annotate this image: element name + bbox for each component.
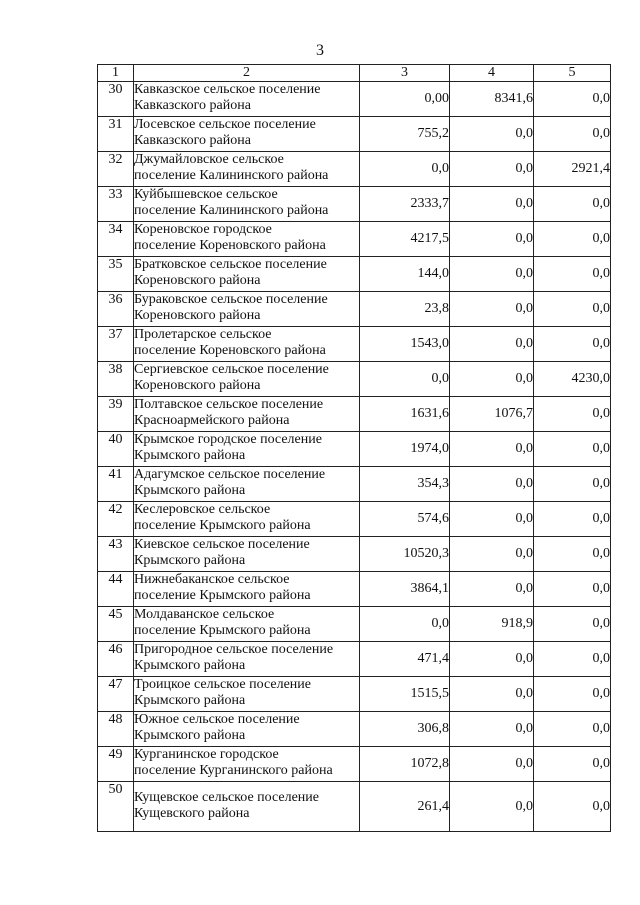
row-number: 36 xyxy=(98,292,134,327)
value-column-4: 0,0 xyxy=(450,117,534,152)
settlement-name xyxy=(134,467,360,502)
settlement-name-line-2: Крымского района xyxy=(134,693,246,708)
value-column-5: 0,0 xyxy=(534,432,611,467)
settlement-name-line-1: Сергиевское сельское поселение xyxy=(134,362,329,377)
settlement-name-line-1: Пригородное сельское поселение xyxy=(134,642,334,657)
settlement-name-line-2: Кореновского района xyxy=(134,308,261,323)
value-column-3: 3864,1 xyxy=(360,572,450,607)
value-column-4: 0,0 xyxy=(450,362,534,397)
settlement-name xyxy=(134,362,360,397)
value-column-4: 0,0 xyxy=(450,712,534,747)
value-column-5: 0,0 xyxy=(534,712,611,747)
row-number: 44 xyxy=(98,572,134,607)
page-number: 3 xyxy=(316,42,324,59)
value-column-5: 0,0 xyxy=(534,82,611,117)
settlement-name-line-1: Пролетарское сельское xyxy=(134,327,272,342)
table-row xyxy=(98,677,611,712)
value-column-4: 0,0 xyxy=(450,222,534,257)
settlement-name-line-2: поселение Крымского района xyxy=(134,518,311,533)
row-number: 37 xyxy=(98,327,134,362)
value-column-5: 0,0 xyxy=(534,537,611,572)
settlement-name-line-1: Полтавское сельское поселение xyxy=(134,397,324,412)
value-column-5: 0,0 xyxy=(534,502,611,537)
table-row xyxy=(98,292,611,327)
settlement-name-line-2: Кореновского района xyxy=(134,273,261,288)
value-column-5: 4230,0 xyxy=(534,362,611,397)
table-row xyxy=(98,187,611,222)
value-column-4: 0,0 xyxy=(450,642,534,677)
value-column-5: 0,0 xyxy=(534,327,611,362)
settlement-name-line-2: Крымского района xyxy=(134,483,246,498)
settlement-name-line-1: Молдаванское сельское xyxy=(134,607,275,622)
value-column-3: 1974,0 xyxy=(360,432,450,467)
settlement-name xyxy=(134,152,360,187)
settlement-name-line-1: Южное сельское поселение xyxy=(134,712,300,727)
value-column-5: 0,0 xyxy=(534,467,611,502)
table-row xyxy=(98,782,611,832)
value-column-3: 1072,8 xyxy=(360,747,450,782)
settlement-name xyxy=(134,537,360,572)
value-column-3: 471,4 xyxy=(360,642,450,677)
table-header-row xyxy=(98,65,611,82)
settlement-name xyxy=(134,747,360,782)
column-header-3: 3 xyxy=(360,65,450,82)
value-column-4: 0,0 xyxy=(450,677,534,712)
row-number: 47 xyxy=(98,677,134,712)
row-number: 49 xyxy=(98,747,134,782)
settlement-name-line-2: Кущевского района xyxy=(134,806,250,821)
settlement-name-line-1: Кореновское городское xyxy=(134,222,272,237)
value-column-4: 0,0 xyxy=(450,747,534,782)
row-number: 34 xyxy=(98,222,134,257)
value-column-3: 23,8 xyxy=(360,292,450,327)
row-number: 30 xyxy=(98,82,134,117)
value-column-5: 2921,4 xyxy=(534,152,611,187)
value-column-3: 0,00 xyxy=(360,82,450,117)
settlement-name xyxy=(134,642,360,677)
value-column-5: 0,0 xyxy=(534,397,611,432)
row-number: 48 xyxy=(98,712,134,747)
value-column-4: 0,0 xyxy=(450,187,534,222)
table-row xyxy=(98,222,611,257)
table-row xyxy=(98,432,611,467)
settlement-name-line-2: Крымского района xyxy=(134,658,246,673)
value-column-4: 8341,6 xyxy=(450,82,534,117)
value-column-4: 918,9 xyxy=(450,607,534,642)
value-column-3: 0,0 xyxy=(360,152,450,187)
settlement-name xyxy=(134,117,360,152)
table-row xyxy=(98,642,611,677)
value-column-4: 1076,7 xyxy=(450,397,534,432)
row-number: 41 xyxy=(98,467,134,502)
value-column-5: 0,0 xyxy=(534,677,611,712)
settlement-name-line-1: Джумайловское сельское xyxy=(134,152,284,167)
table-row xyxy=(98,712,611,747)
table-row xyxy=(98,397,611,432)
row-number: 35 xyxy=(98,257,134,292)
table-body xyxy=(98,82,611,832)
settlement-name-line-1: Троицкое сельское поселение xyxy=(134,677,311,692)
settlement-name-line-2: поселение Крымского района xyxy=(134,623,311,638)
table-row xyxy=(98,537,611,572)
settlement-name-line-2: поселение Крымского района xyxy=(134,588,311,603)
row-number: 45 xyxy=(98,607,134,642)
data-table xyxy=(97,64,611,832)
row-number: 32 xyxy=(98,152,134,187)
settlement-name-line-2: Кавказского района xyxy=(134,98,251,113)
value-column-4: 0,0 xyxy=(450,152,534,187)
value-column-5: 0,0 xyxy=(534,572,611,607)
row-number: 43 xyxy=(98,537,134,572)
settlement-name xyxy=(134,327,360,362)
value-column-4: 0,0 xyxy=(450,502,534,537)
value-column-3: 1631,6 xyxy=(360,397,450,432)
table-row xyxy=(98,607,611,642)
settlement-name-line-1: Братковское сельское поселение xyxy=(134,257,327,272)
table-row xyxy=(98,467,611,502)
settlement-name-line-2: поселение Курганинского района xyxy=(134,763,333,778)
value-column-5: 0,0 xyxy=(534,607,611,642)
settlement-name xyxy=(134,82,360,117)
value-column-4: 0,0 xyxy=(450,432,534,467)
row-number: 42 xyxy=(98,502,134,537)
value-column-4: 0,0 xyxy=(450,537,534,572)
settlement-name-line-2: поселение Калининского района xyxy=(134,168,329,183)
settlement-name xyxy=(134,782,360,832)
value-column-4: 0,0 xyxy=(450,572,534,607)
settlement-name-line-2: поселение Кореновского района xyxy=(134,238,326,253)
row-number: 31 xyxy=(98,117,134,152)
settlement-name xyxy=(134,712,360,747)
settlement-name-line-2: Кореновского района xyxy=(134,378,261,393)
settlement-name xyxy=(134,397,360,432)
settlement-name xyxy=(134,292,360,327)
value-column-3: 755,2 xyxy=(360,117,450,152)
settlement-name-line-2: Кавказского района xyxy=(134,133,251,148)
row-number: 39 xyxy=(98,397,134,432)
value-column-3: 0,0 xyxy=(360,607,450,642)
value-column-5: 0,0 xyxy=(534,292,611,327)
column-header-1: 1 xyxy=(98,65,134,82)
value-column-4: 0,0 xyxy=(450,782,534,832)
value-column-3: 306,8 xyxy=(360,712,450,747)
row-number: 33 xyxy=(98,187,134,222)
settlement-name-line-2: Крымского района xyxy=(134,728,246,743)
value-column-3: 0,0 xyxy=(360,362,450,397)
value-column-4: 0,0 xyxy=(450,257,534,292)
value-column-3: 4217,5 xyxy=(360,222,450,257)
value-column-3: 1515,5 xyxy=(360,677,450,712)
value-column-5: 0,0 xyxy=(534,117,611,152)
table-row xyxy=(98,117,611,152)
settlement-name-line-1: Бураковское сельское поселение xyxy=(134,292,328,307)
settlement-name-line-1: Нижнебаканское сельское xyxy=(134,572,290,587)
value-column-3: 574,6 xyxy=(360,502,450,537)
value-column-5: 0,0 xyxy=(534,782,611,832)
settlement-name xyxy=(134,432,360,467)
value-column-4: 0,0 xyxy=(450,467,534,502)
row-number: 40 xyxy=(98,432,134,467)
settlement-name xyxy=(134,502,360,537)
row-number: 50 xyxy=(98,782,134,832)
value-column-4: 0,0 xyxy=(450,292,534,327)
settlement-name-line-1: Кеслеровское сельское xyxy=(134,502,271,517)
settlement-name-line-2: Крымского района xyxy=(134,448,246,463)
settlement-name-line-1: Кущевское сельское поселение xyxy=(134,790,319,805)
value-column-5: 0,0 xyxy=(534,747,611,782)
value-column-3: 1543,0 xyxy=(360,327,450,362)
table-row xyxy=(98,572,611,607)
row-number: 38 xyxy=(98,362,134,397)
value-column-3: 261,4 xyxy=(360,782,450,832)
settlement-name-line-1: Кавказское сельское поселение xyxy=(134,82,321,97)
table-row xyxy=(98,502,611,537)
settlement-name xyxy=(134,187,360,222)
settlement-name-line-1: Киевское сельское поселение xyxy=(134,537,310,552)
value-column-3: 10520,3 xyxy=(360,537,450,572)
column-header-4: 4 xyxy=(450,65,534,82)
value-column-5: 0,0 xyxy=(534,222,611,257)
value-column-3: 2333,7 xyxy=(360,187,450,222)
value-column-4: 0,0 xyxy=(450,327,534,362)
settlement-name-line-1: Крымское городское поселение xyxy=(134,432,322,447)
column-header-2: 2 xyxy=(134,65,360,82)
settlement-name xyxy=(134,257,360,292)
column-header-5: 5 xyxy=(534,65,611,82)
value-column-5: 0,0 xyxy=(534,642,611,677)
value-column-3: 354,3 xyxy=(360,467,450,502)
table-row xyxy=(98,747,611,782)
settlement-name-line-1: Куйбышевское сельское xyxy=(134,187,278,202)
settlement-name-line-2: поселение Кореновского района xyxy=(134,343,326,358)
settlement-name xyxy=(134,677,360,712)
value-column-5: 0,0 xyxy=(534,257,611,292)
row-number: 46 xyxy=(98,642,134,677)
settlement-name-line-2: Крымского района xyxy=(134,553,246,568)
settlement-name xyxy=(134,607,360,642)
value-column-3: 144,0 xyxy=(360,257,450,292)
value-column-5: 0,0 xyxy=(534,187,611,222)
settlement-name-line-1: Адагумское сельское поселение xyxy=(134,467,326,482)
settlement-name-line-1: Курганинское городское xyxy=(134,747,279,762)
table-row xyxy=(98,362,611,397)
table-row xyxy=(98,82,611,117)
table-row xyxy=(98,152,611,187)
table-row xyxy=(98,257,611,292)
settlement-name-line-1: Лосевское сельское поселение xyxy=(134,117,316,132)
settlement-name-line-2: поселение Калининского района xyxy=(134,203,329,218)
settlement-name xyxy=(134,222,360,257)
table-row xyxy=(98,327,611,362)
settlement-name xyxy=(134,572,360,607)
settlement-name-line-2: Красноармейского района xyxy=(134,413,290,428)
